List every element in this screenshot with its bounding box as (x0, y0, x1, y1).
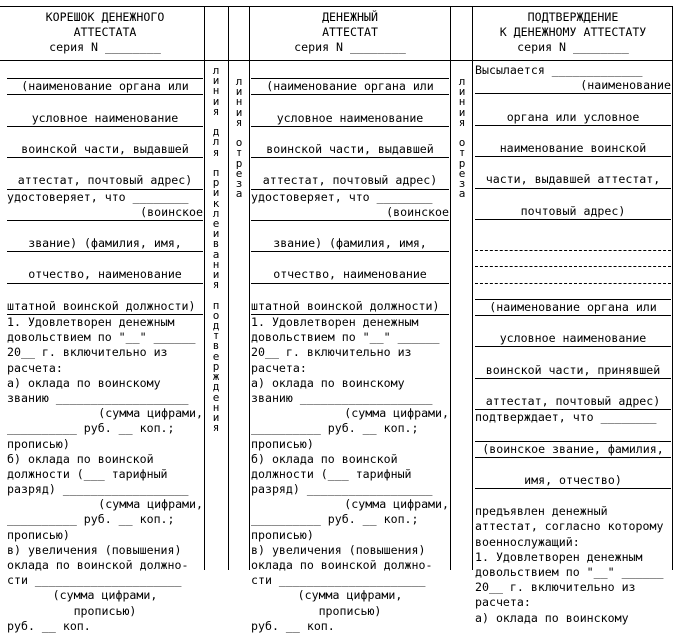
separator-letter: и (212, 186, 220, 200)
form-line: удостоверяет, что ________ (7, 189, 189, 204)
separator-letter: т (458, 146, 466, 160)
form-line: органа или условное (475, 110, 671, 126)
confirmation-header (475, 10, 671, 55)
separator-letter: я (212, 104, 220, 118)
form-line: должности (___ тарифный (251, 466, 412, 481)
form-line: б) оклада по воинской (251, 451, 398, 466)
form-line: штатной воинской должности) (251, 299, 449, 315)
separator-letter: о (458, 136, 466, 150)
form-line (251, 252, 449, 267)
separator-letter: е (235, 166, 243, 180)
separator-letter: и (212, 410, 220, 424)
separator-letter: и (458, 85, 466, 99)
form-line: довольствием по "__" ______ (251, 330, 440, 345)
column-border (450, 6, 451, 570)
form-line: (сумма цифрами, (297, 588, 403, 603)
attestat-title: ДЕНЕЖНЫЙ (322, 10, 378, 24)
form-line: звание) (фамилия, имя, (7, 236, 203, 252)
form-line: прописью) (73, 603, 137, 618)
form-line: Высылается _____________ (475, 63, 643, 77)
separator-letter: д (212, 125, 220, 139)
confirmation-series: серия N ________ (517, 40, 629, 54)
form-line: предъявлен денежный (475, 504, 608, 519)
form-line: руб. __ коп. (7, 618, 91, 633)
confirmation-body (475, 63, 671, 626)
form-line (475, 126, 671, 141)
attestat-column (251, 0, 449, 633)
form-line: (воинское (251, 205, 449, 221)
form-line: (воинское (7, 205, 203, 221)
separator-letter: я (458, 115, 466, 129)
separator-letter: я (235, 115, 243, 129)
separator-letter: о (235, 136, 243, 150)
form-line: а) оклада по воинскому (251, 375, 405, 390)
separator-letter: з (458, 177, 466, 191)
attestat-header (251, 10, 449, 55)
column-border (472, 6, 473, 570)
form-line: 1. Удовлетворен денежным (251, 315, 419, 329)
form-line: прописью) (251, 436, 314, 451)
form-line: звание) (фамилия, имя, (251, 236, 449, 252)
form-line: (сумма цифрами, (52, 588, 158, 603)
separator-letter: е (458, 166, 466, 180)
form-line: (сумма цифрами, (344, 497, 449, 512)
form-line: довольствием по "__" ______ (475, 565, 664, 579)
form-line: условное наименование (475, 331, 671, 347)
stub-series: серия N ________ (49, 40, 161, 54)
form-line: __________ руб. __ коп.; (7, 421, 175, 436)
separator-letter: а (458, 187, 466, 201)
form-line: штатной воинской должности) (7, 299, 203, 315)
form-line: отчество, наименование (251, 267, 449, 283)
form-line: а) оклада по воинскому (7, 375, 161, 390)
form-line: (сумма цифрами, (98, 406, 203, 421)
separator-letter: р (212, 176, 220, 190)
form-line: аттестат, согласно которому (475, 519, 664, 534)
form-line: (наименование органа или (7, 79, 203, 95)
form-line: аттестат, почтовый адрес) (475, 394, 671, 410)
separator-letter: е (212, 349, 220, 363)
separator-letter: в (212, 237, 220, 251)
form-line: в) увеличения (повышения) (7, 542, 182, 557)
form-line (475, 267, 671, 283)
form-line: имя, отчество) (475, 473, 671, 489)
form-line: довольствием по "__" ______ (7, 330, 196, 345)
form-line: разряд) __________________ (251, 482, 433, 497)
separator-letter: н (212, 257, 220, 271)
form-line (475, 458, 671, 473)
separator-letter: д (212, 319, 220, 333)
separator-letter: т (212, 329, 220, 343)
form-line: __________ руб. __ коп.; (7, 512, 175, 527)
stub-body (7, 63, 203, 634)
separator-letter: р (212, 359, 220, 373)
separator-letter: з (235, 177, 243, 191)
form-line: почтовый адрес) (475, 204, 671, 220)
form-line: расчета: (7, 360, 63, 375)
form-line: прописью) (318, 603, 382, 618)
separator-letter: р (458, 156, 466, 170)
stub-header (7, 10, 203, 55)
form-line: отчество, наименование (7, 267, 203, 283)
form-line: 20__ г. включительно из (251, 345, 412, 360)
form-line: б) оклада по воинской (7, 451, 154, 466)
separator-letter: и (458, 105, 466, 119)
separator-letter: а (235, 187, 243, 201)
form-line: аттестат, почтовый адрес) (7, 173, 203, 189)
form-line (251, 158, 449, 173)
form-line (7, 63, 203, 79)
form-line: званию ___________________ (251, 390, 433, 405)
form-line (475, 347, 671, 362)
separator-letter: и (235, 105, 243, 119)
attestat-series: серия N ________ (294, 40, 406, 54)
confirmation-column (475, 0, 671, 625)
separator-letter: ж (212, 370, 220, 384)
separator-letter: а (212, 247, 220, 261)
form-line (7, 127, 203, 142)
separator-letter: я (212, 278, 220, 292)
stub-title: КОРЕШОК ДЕНЕЖНОГО (45, 10, 165, 24)
form-line: части, выдавшей аттестат, (475, 172, 671, 188)
separator-letter: л (235, 75, 243, 88)
form-line: прописью) (251, 527, 314, 542)
separator-letter: д (212, 380, 220, 394)
form-line: военнослужащий: (475, 534, 580, 549)
form-line: __________ руб. __ коп.; (251, 421, 419, 436)
form-line (7, 284, 203, 299)
form-line (475, 284, 671, 300)
separator-letter: н (458, 95, 466, 109)
separator-letter: н (212, 400, 220, 414)
form-line: наименование воинской (475, 141, 671, 157)
form-line (475, 235, 671, 251)
form-line (251, 95, 449, 110)
separator-letter: и (212, 268, 220, 282)
form-line (475, 157, 671, 172)
form-line: __________ руб. __ коп.; (251, 512, 419, 527)
form-line (251, 284, 449, 299)
separator-letter: и (212, 227, 220, 241)
form-line (475, 94, 671, 109)
form-line (475, 425, 671, 441)
form-line (475, 189, 671, 204)
form-line: (наименование (475, 78, 671, 94)
form-line: руб. __ коп. (251, 618, 335, 633)
form-line: а) оклада по воинскому (475, 610, 629, 625)
form-line (251, 221, 449, 236)
separator-letter: и (212, 74, 220, 88)
form-line (475, 379, 671, 394)
form-line: аттестат, почтовый адрес) (251, 173, 449, 189)
form-line: оклада по воинской должно- (7, 558, 189, 572)
separator-letter: п (212, 166, 220, 180)
column-border (204, 6, 205, 570)
separator-letter: л (212, 135, 220, 149)
form-line (7, 221, 203, 236)
form-line: (воинское звание, фамилия, (475, 442, 671, 458)
form-line: удостоверяет, что ________ (251, 189, 433, 204)
form-line (475, 220, 671, 235)
form-line: воинской части, принявшей (475, 363, 671, 379)
separator-letter: о (212, 308, 220, 322)
form-line: расчета: (475, 595, 531, 610)
form-line: 1. Удовлетворен денежным (475, 549, 643, 564)
separator-letter: н (212, 84, 220, 98)
column-border (672, 6, 673, 570)
separator-letter: е (212, 390, 220, 404)
form-line: (наименование органа или (475, 300, 671, 316)
attestat-title: АТТЕСТАТ (322, 25, 378, 39)
form-line: оклада по воинской должно- (251, 558, 433, 572)
form-line: (наименование органа или (251, 79, 449, 95)
form-line: условное наименование (251, 111, 449, 127)
separator-letter: к (212, 196, 220, 210)
glue-line-label (206, 66, 226, 433)
cut-line-label (452, 77, 472, 199)
separator-letter: н (235, 95, 243, 109)
form-line: (сумма цифрами, (344, 406, 449, 421)
separator-letter: и (235, 85, 243, 99)
column-border (249, 6, 250, 570)
separator-letter: п (212, 298, 220, 312)
form-line (475, 489, 671, 504)
attestat-body (251, 63, 449, 634)
confirmation-title: ПОДТВЕРЖДЕНИЕ (527, 10, 619, 24)
form-line: 20__ г. включительно из (7, 345, 168, 360)
form-line: должности (___ тарифный (7, 466, 168, 481)
form-line: расчета: (251, 360, 307, 375)
form-line (7, 158, 203, 173)
form-line: сти _____________________ (7, 573, 182, 588)
form-line (475, 316, 671, 331)
separator-letter: е (212, 217, 220, 231)
form-line: званию ___________________ (7, 390, 189, 405)
form-line: условное наименование (7, 111, 203, 127)
stub-title: АТТЕСТАТА (73, 25, 137, 39)
form-line (7, 252, 203, 267)
confirmation-title: К ДЕНЕЖНОМУ АТТЕСТАТУ (499, 25, 647, 39)
separator-letter: т (235, 146, 243, 160)
separator-letter: л (212, 206, 220, 220)
form-line: в) увеличения (повышения) (251, 542, 426, 557)
form-line: прописью) (7, 436, 70, 451)
form-line: прописью) (7, 527, 70, 542)
form-line: сти _____________________ (251, 573, 426, 588)
form-line (251, 63, 449, 79)
form-line: подтверждает, что ________ (475, 410, 657, 425)
separator-letter: я (212, 145, 220, 159)
stub-column (7, 0, 203, 633)
form-line: (сумма цифрами, (98, 497, 203, 512)
form-line (475, 251, 671, 267)
separator-letter: р (235, 156, 243, 170)
form-line: разряд) __________________ (7, 482, 189, 497)
form-line (251, 127, 449, 142)
form-line: 1. Удовлетворен денежным (7, 315, 175, 329)
form-line: 20__ г. включительно из (475, 580, 636, 595)
form-line: воинской части, выдавшей (7, 142, 203, 158)
form-line: воинской части, выдавшей (251, 142, 449, 158)
separator-letter: я (212, 421, 220, 435)
separator-letter: и (212, 94, 220, 108)
cut-line-label (229, 77, 249, 199)
form-line (7, 95, 203, 110)
separator-letter: л (458, 75, 466, 88)
separator-letter: в (212, 339, 220, 353)
separator-letter: л (212, 64, 220, 77)
